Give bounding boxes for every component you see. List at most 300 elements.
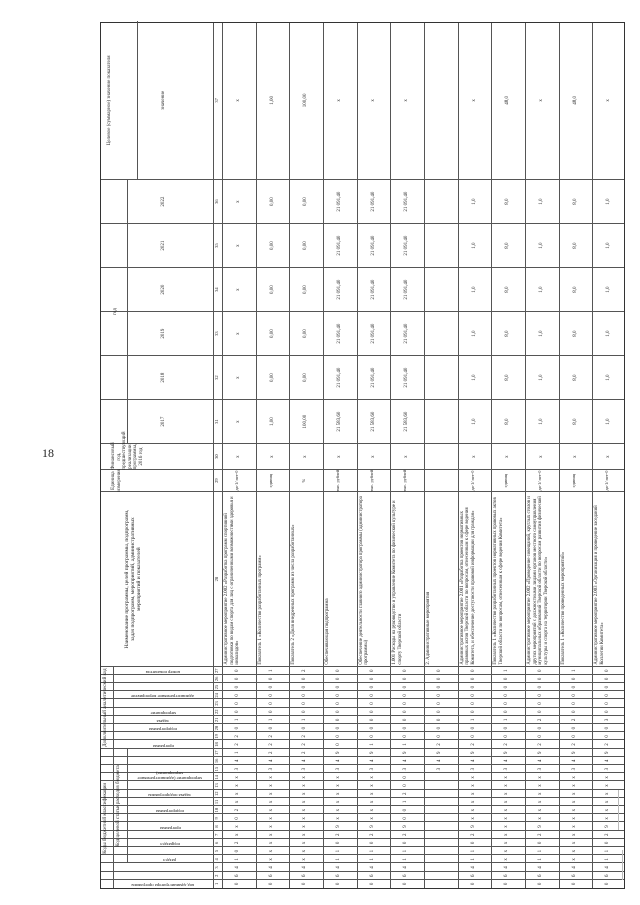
code-cell: 1 [302, 718, 308, 722]
code-cell: 0 [403, 784, 409, 787]
code-cell: x [302, 858, 308, 861]
year-value: 8,0 [505, 242, 511, 249]
year-value: 21 091,40 [336, 367, 342, 388]
year-value: 1,0 [606, 242, 612, 249]
column-line [101, 491, 624, 492]
code-cell: 0 [605, 694, 611, 697]
code-cell: 4 [470, 759, 476, 763]
code-cell: x [369, 784, 375, 787]
row-line [491, 23, 492, 888]
code-cell: x [234, 825, 240, 828]
code-cell: 0 [571, 882, 577, 886]
row-line [559, 23, 560, 888]
row-2016: x [471, 455, 477, 458]
code-column-header: код администратора программы [131, 883, 195, 888]
row-name: Административное мероприятие 2.002 «Проведение совещаний, круглых столов и других мероприятий с должностными лицами органов местного самоуправления муниципальных образований Тверской области по вопросам развития физической культуры и спорта на территории Тверской области» [527, 496, 549, 665]
row-2016: x [370, 455, 376, 458]
row-unit: единиц [267, 473, 273, 488]
code-cell: 1 [369, 849, 375, 853]
code-cell: x [268, 833, 274, 836]
code-cell: 3 [268, 767, 274, 771]
column-line [101, 355, 624, 356]
code-cell: 9 [537, 751, 543, 754]
target-value: x [404, 99, 410, 102]
code-cell: 1 [234, 751, 240, 754]
code-cell: 0 [403, 726, 409, 730]
code-cell: 0 [470, 841, 476, 845]
row-name: Административное мероприятие 2.003 «Организация и проведение заседаний Коллегии Комитета» [594, 505, 605, 665]
code-cell: x [571, 833, 577, 836]
code-cell: x [234, 800, 240, 804]
code-cell: 0 [436, 718, 442, 722]
code-cell: x [605, 784, 611, 787]
code-cell: 6 [234, 874, 240, 877]
code-cell: 9 [537, 825, 543, 828]
code-cell: 2 [605, 743, 611, 746]
code-cell: 1 [268, 718, 274, 722]
year-value: 21 583,60 [370, 411, 376, 432]
code-cell: x [302, 784, 308, 787]
code-cell: 2 [537, 718, 543, 722]
code-column-header: мероприятие (административное мероприятие) [137, 771, 203, 782]
row-line [357, 23, 358, 888]
row-unit: да-1/ нет-0 [233, 470, 239, 491]
code-cell: 0 [504, 882, 510, 886]
code-cell: 2 [268, 751, 274, 754]
code-cell: 0 [302, 710, 308, 713]
code-cell: 0 [605, 841, 611, 845]
code-cell: x [268, 808, 274, 812]
column-number: 22 [214, 709, 219, 714]
column-number: 2 [214, 874, 219, 877]
year-value: 1,0 [538, 374, 544, 381]
code-cell: 0 [369, 718, 375, 722]
year-value: 1,0 [471, 418, 477, 425]
code-cell: 1 [335, 849, 341, 853]
code-cell: x [504, 808, 510, 812]
code-cell: 4 [335, 866, 341, 869]
code-cell: 0 [403, 735, 409, 738]
code-cell: 4 [537, 866, 543, 869]
code-cell: 1 [470, 718, 476, 722]
column-number: 31 [214, 419, 219, 424]
year-header: 2018 [161, 372, 166, 383]
code-cell: 4 [403, 866, 409, 869]
target-value: x [370, 99, 376, 102]
code-cell: x [571, 841, 577, 845]
code-cell: 3 [605, 718, 611, 722]
row-unit: единиц [570, 473, 576, 488]
year-value: 21 091,40 [370, 367, 376, 388]
row-line [256, 23, 257, 888]
code-cell: 2 [470, 833, 476, 836]
code-cell: x [268, 800, 274, 804]
target-line [137, 21, 138, 180]
code-column-header: административное мероприятие [131, 694, 195, 700]
year-value: 8,0 [505, 418, 511, 425]
code-cell: 4 [605, 866, 611, 869]
unit-header: Единица измерения [111, 469, 122, 492]
column-number: 5 [214, 849, 219, 853]
scan-mark [618, 790, 619, 830]
code-cell: 3 [403, 767, 409, 771]
code-cell: 0 [403, 685, 409, 689]
code-cell: 0 [302, 694, 308, 697]
code-cell: 9 [470, 825, 476, 828]
year-value: 0,00 [303, 373, 309, 382]
code-cell: 0 [335, 694, 341, 697]
year-value: 1,0 [538, 242, 544, 249]
code-cell: 0 [537, 735, 543, 738]
code-cell: x [268, 849, 274, 853]
code-cell: 1 [605, 858, 611, 861]
year-value: 1,00 [269, 417, 275, 426]
code-cell: 3 [537, 767, 543, 771]
code-cell: 0 [234, 694, 240, 697]
column-number: 29 [214, 478, 219, 483]
year-value: 21 091,40 [336, 323, 342, 344]
target-value: x [538, 99, 544, 102]
code-cell: x [302, 825, 308, 828]
year-value: x [235, 332, 241, 335]
code-cell: 2 [436, 743, 442, 746]
code-cell: 0 [403, 841, 409, 845]
row-2016: x [235, 455, 241, 458]
code-cell: 0 [504, 694, 510, 697]
code-cell: 6 [335, 874, 341, 877]
code-cell: 4 [605, 759, 611, 763]
code-cell: 0 [234, 726, 240, 730]
year-value: 21 091,40 [370, 323, 376, 344]
row-name: Показатель 2 «Доля внедренных программ из числа разработанных» [291, 524, 297, 665]
code-cell: x [302, 800, 308, 804]
code-cell: x [335, 784, 341, 787]
code-cell: 0 [234, 685, 240, 689]
column-number: 1 [214, 882, 219, 886]
code-cell: 4 [537, 759, 543, 763]
code-cell: 0 [335, 718, 341, 722]
column-number: 23 [214, 701, 219, 706]
code-cell: 0 [436, 710, 442, 713]
code-cell: x [571, 808, 577, 812]
code-cell: 0 [403, 710, 409, 713]
row-name: 2. Административные мероприятия [426, 591, 431, 665]
column-line [101, 399, 624, 400]
code-cell: x [234, 776, 240, 779]
code-cell: x [537, 792, 543, 795]
column-number: 12 [214, 791, 219, 796]
group-line [113, 667, 114, 749]
code-cell: 9 [335, 825, 341, 828]
code-cell: 0 [537, 710, 543, 713]
code-cell: 0 [335, 743, 341, 746]
code-cell: 0 [335, 702, 341, 705]
row-name: Обеспечивающая подпрограмма [325, 598, 330, 665]
year-value: 8,0 [572, 330, 578, 337]
year-value: 21 091,40 [336, 279, 342, 300]
row-2016: x [538, 455, 544, 458]
code-cell: x [302, 849, 308, 853]
code-cell: x [234, 833, 240, 836]
column-number: 32 [214, 375, 219, 380]
code-cell: 3 [302, 767, 308, 771]
column-number: 36 [214, 199, 219, 204]
code-cell: 4 [369, 866, 375, 869]
code-cell: 0 [369, 735, 375, 738]
code-cell: x [335, 808, 341, 812]
year-value: 21 091,40 [404, 279, 410, 300]
code-cell: x [571, 776, 577, 779]
column-number: 18 [214, 742, 219, 747]
code-cell: x [504, 800, 510, 804]
name-header: Наименование программы, целей программы, подпрограмм, задач подпрограмм, мероприятий, административных мероприятий и показателей [124, 509, 142, 649]
column-number: 19 [214, 734, 219, 739]
code-cell: x [504, 825, 510, 828]
code-cell: 0 [268, 726, 274, 730]
code-cell: x [470, 800, 476, 804]
code-cell: 0 [234, 710, 240, 713]
code-cell: x [335, 817, 341, 820]
column-line [101, 179, 624, 180]
code-cell: x [369, 792, 375, 795]
year-value: 21 091,40 [404, 367, 410, 388]
code-column-header: раздел [163, 858, 177, 864]
year-value: 1,0 [606, 374, 612, 381]
year-value: 0,00 [269, 197, 275, 206]
year-value: 21 091,40 [404, 235, 410, 256]
code-cell: 0 [470, 685, 476, 689]
kcsr-header: Код целевой статьи расходов бюджета [116, 765, 121, 847]
code-column-header: мероприятие [150, 710, 176, 716]
code-cell: 1 [504, 669, 510, 672]
code-cell: 0 [504, 685, 510, 689]
code-cell: 0 [436, 685, 442, 689]
row-2016: x [572, 455, 578, 458]
year-header: 2021 [161, 240, 166, 251]
code-cell: 9 [504, 751, 510, 754]
code-cell: 1 [537, 858, 543, 861]
year-header: 2019 [161, 328, 166, 339]
code-cell: 9 [605, 751, 611, 754]
column-number: 7 [214, 833, 219, 836]
code-cell: x [335, 800, 341, 804]
code-cell: 4 [436, 759, 442, 763]
code-cell: 0 [403, 694, 409, 697]
year-value: 0,00 [303, 197, 309, 206]
fin-year-header: Финансовый год, предшествующий реализации программы, 2016 год [111, 431, 144, 470]
code-cell: 2 [302, 743, 308, 746]
year-value: 21 091,40 [370, 235, 376, 256]
code-cell: x [268, 784, 274, 787]
code-cell: 0 [436, 694, 442, 697]
code-cell: 2 [234, 735, 240, 738]
code-cell: 6 [302, 874, 308, 877]
year-value: 1,0 [471, 374, 477, 381]
code-cell: 2 [470, 743, 476, 746]
code-cell: 0 [335, 685, 341, 689]
target-value: 48,0 [572, 95, 578, 105]
code-cell: 0 [234, 849, 240, 853]
code-cell: 0 [470, 710, 476, 713]
code-cell: 1 [369, 743, 375, 746]
code-cell: 0 [436, 726, 442, 730]
year-value: 8,0 [505, 198, 511, 205]
group-line [113, 749, 114, 888]
code-cell: 4 [335, 759, 341, 763]
code-cell: 0 [369, 694, 375, 697]
code-cell: 6 [605, 874, 611, 877]
code-cell: 0 [234, 817, 240, 820]
row-2016: x [404, 455, 410, 458]
target-value: 100,00 [303, 93, 309, 108]
year-header: 2017 [161, 416, 166, 427]
row-line [424, 23, 425, 888]
code-cell: 0 [605, 677, 611, 681]
row-line [592, 23, 593, 888]
year-value: 1,0 [538, 330, 544, 337]
target-value: x [606, 99, 612, 102]
row-unit: да-1/ нет-0 [469, 470, 475, 491]
year-value: 8,0 [572, 418, 578, 425]
code-cell: 1 [537, 849, 543, 853]
code-cell: x [537, 776, 543, 779]
code-cell: 9 [571, 751, 577, 754]
code-cell: 2 [537, 833, 543, 836]
code-cell: 0 [268, 882, 274, 886]
code-cell: 1 [504, 718, 510, 722]
code-cell: 0 [403, 776, 409, 779]
code-cell: 6 [537, 874, 543, 877]
code-cell: 2 [268, 735, 274, 738]
code-column-header: программа [152, 743, 174, 749]
code-cell: 1 [268, 669, 274, 672]
year-value: x [235, 244, 241, 247]
code-cell: 2 [302, 735, 308, 738]
code-cell: x [470, 808, 476, 812]
code-cell: 6 [403, 874, 409, 877]
row-line [323, 23, 324, 888]
column-number: 33 [214, 331, 219, 336]
code-cell: 0 [537, 685, 543, 689]
year-value: 21 583,60 [336, 411, 342, 432]
code-cell: 0 [537, 677, 543, 681]
code-cell: 0 [369, 726, 375, 730]
code-cell: x [268, 841, 274, 845]
code-cell: 2 [571, 718, 577, 722]
column-number: 16 [214, 758, 219, 764]
code-cell: 2 [302, 669, 308, 672]
column-line [101, 469, 624, 470]
column-number: 20 [214, 725, 219, 731]
code-cell: 2 [571, 743, 577, 746]
year-value: 1,0 [606, 286, 612, 293]
row-name: Показатель 1 «Количество проведенных мероприятий» [560, 551, 566, 665]
code-cell: 0 [470, 882, 476, 886]
year-value: 1,0 [471, 198, 477, 205]
code-cell: x [302, 808, 308, 812]
code-cell: 0 [369, 882, 375, 886]
row-2016: x [336, 455, 342, 458]
code-cell: 3 [369, 767, 375, 771]
code-cell: 0 [504, 677, 510, 681]
code-cell: x [571, 825, 577, 828]
row-unit: единиц [503, 473, 509, 488]
code-cell: 0 [571, 702, 577, 705]
code-cell: x [470, 784, 476, 787]
code-cell: 0 [369, 685, 375, 689]
code-cell: 6 [268, 874, 274, 877]
code-cell: x [369, 800, 375, 804]
group-line [127, 749, 128, 864]
code-cell: 4 [470, 866, 476, 869]
year-value: 21 091,40 [404, 191, 410, 212]
row-name: Административное мероприятие 2.001 «Разработка проектов нормативных правовых актов Тверской области по вопросам, отнесенным к сфере ведения Комитета, и обеспечение доступности правовой информации для граждан» [459, 507, 476, 665]
code-cell: 3 [234, 767, 240, 771]
code-cell: 0 [504, 726, 510, 730]
year-value: x [235, 200, 241, 203]
code-cell: 0 [369, 710, 375, 713]
row-unit: тыс. рублей [402, 469, 408, 492]
code-cell: 0 [605, 726, 611, 730]
year-value: 1,0 [606, 418, 612, 425]
row-line [458, 23, 459, 888]
code-cell: 0 [605, 882, 611, 886]
code-cell: 0 [537, 882, 543, 886]
code-cell: 0 [302, 685, 308, 689]
code-cell: 0 [470, 735, 476, 738]
year-value: 21 091,40 [404, 323, 410, 344]
code-cell: 0 [234, 702, 240, 705]
code-cell: x [571, 858, 577, 861]
code-cell: 0 [571, 677, 577, 681]
code-cell: 4 [369, 759, 375, 763]
column-number: 10 [214, 807, 219, 813]
target-value: 48,0 [505, 95, 511, 105]
code-cell: 0 [369, 702, 375, 705]
scan-mark [622, 850, 623, 880]
code-cell: 0 [436, 677, 442, 681]
code-cell: 0 [537, 694, 543, 697]
year-value: 0,00 [269, 373, 275, 382]
code-cell: x [268, 858, 274, 861]
code-cell: 1 [470, 858, 476, 861]
year-value: 1,0 [471, 242, 477, 249]
code-cell: 0 [470, 669, 476, 672]
code-cell: x [504, 858, 510, 861]
code-cell: 1 [335, 858, 341, 861]
row-2016: x [606, 455, 612, 458]
column-number: 37 [214, 98, 219, 103]
code-cell: 4 [268, 759, 274, 763]
column-number: 25 [214, 684, 219, 690]
year-value: 21 583,60 [404, 411, 410, 432]
code-cell: 3 [470, 767, 476, 771]
column-number: 3 [214, 866, 219, 869]
year-value: 8,0 [505, 374, 511, 381]
code-cell: 0 [369, 669, 375, 672]
column-number: 30 [214, 454, 219, 459]
code-cell: x [571, 792, 577, 795]
code-cell: 0 [403, 718, 409, 722]
code-cell: 0 [335, 735, 341, 738]
code-cell: 0 [537, 669, 543, 672]
year-value: 21 091,40 [336, 191, 342, 212]
code-cell: x [504, 792, 510, 795]
year-value: 8,0 [505, 286, 511, 293]
code-cell: x [234, 784, 240, 787]
column-line [101, 267, 624, 268]
code-cell: 0 [571, 685, 577, 689]
